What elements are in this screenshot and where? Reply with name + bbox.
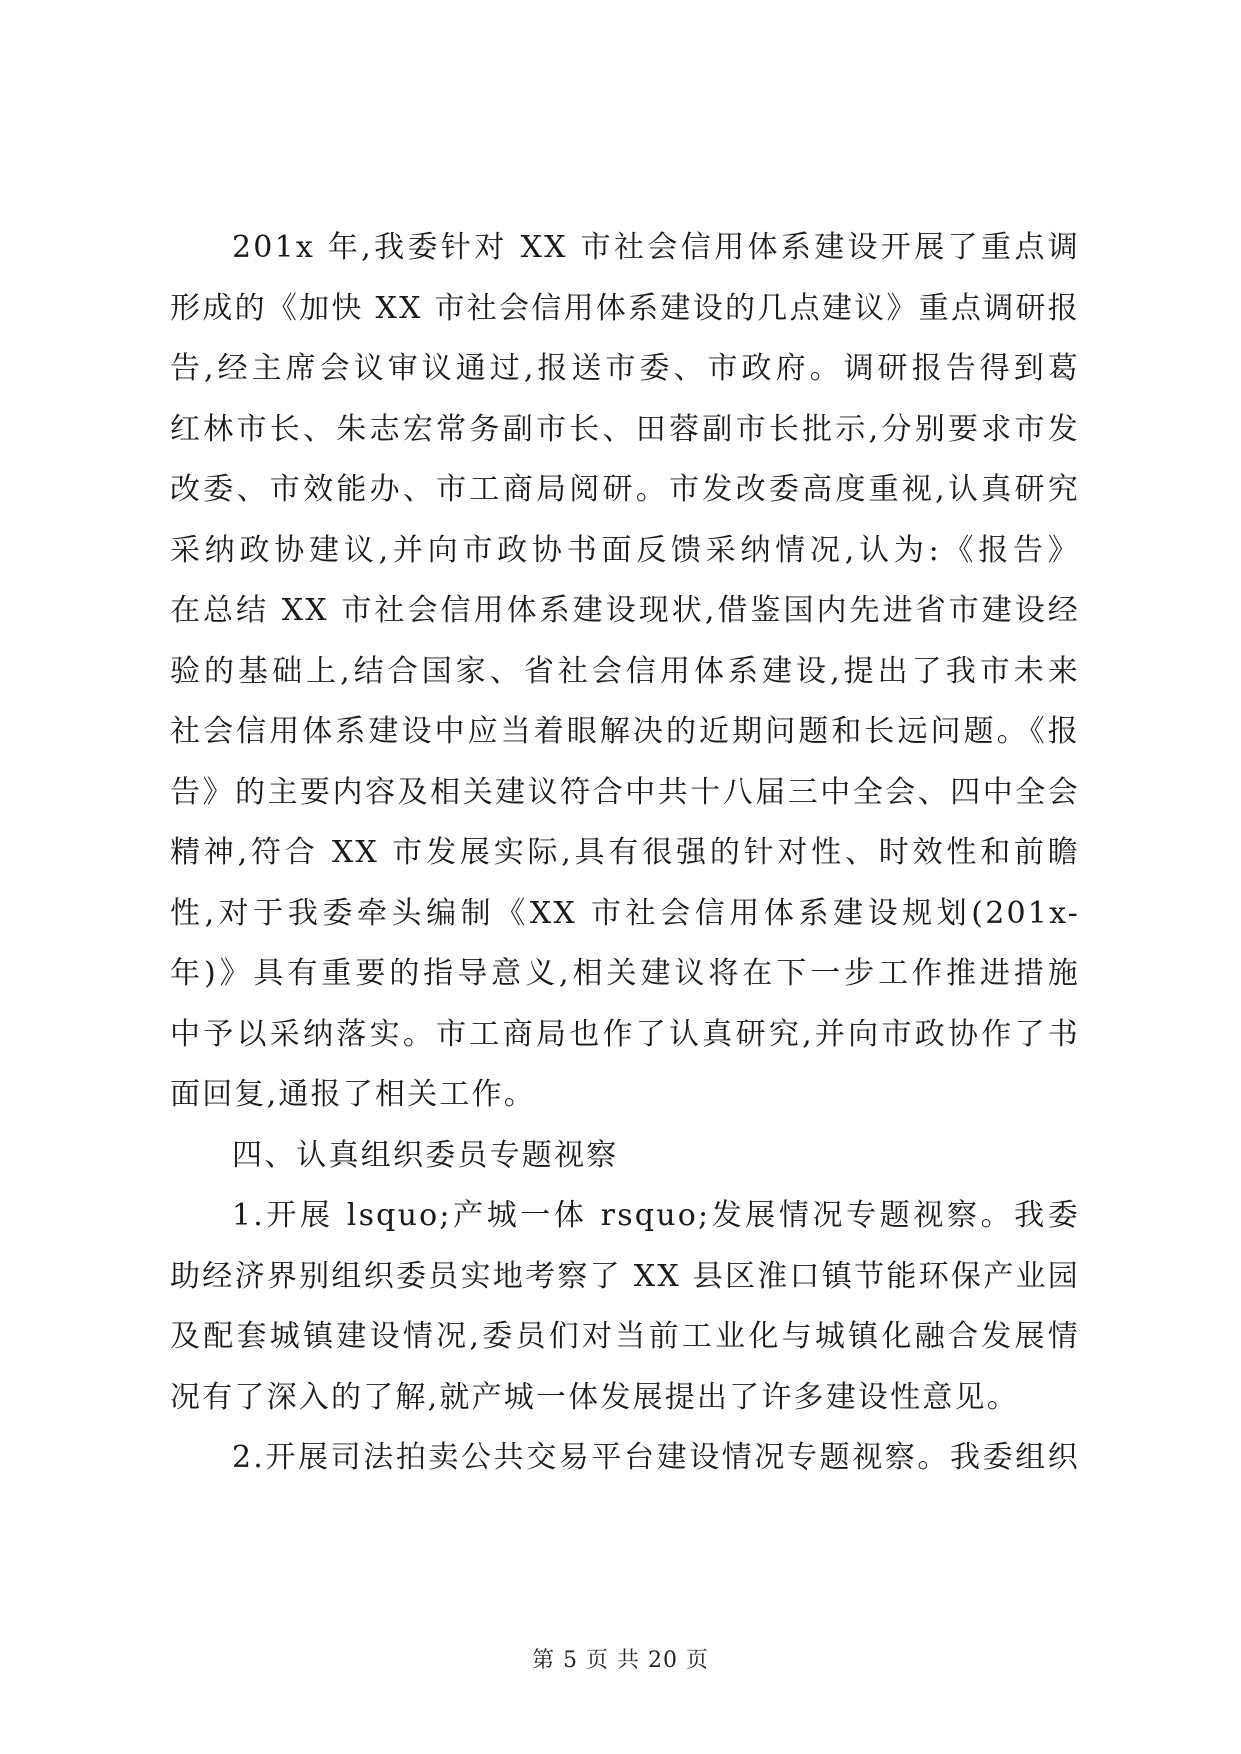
paragraph-line: 2.开展司法拍卖公共交易平台建设情况专题视察。我委组织 <box>232 1440 1080 1475</box>
paragraph-line: 中予以采纳落实。市工商局也作了认真研究,并向市政协作了书 <box>170 1016 1080 1052</box>
paragraph-line: 验的基础上,结合国家、省社会信用体系建设,提出了我市未来 <box>170 653 1080 689</box>
paragraph-line: 在总结 XX 市社会信用体系建设现状,借鉴国内先进省市建设经 <box>170 593 1080 628</box>
paragraph-line: 告,经主席会议审议通过,报送市委、市政府。调研报告得到葛 <box>170 351 1080 386</box>
paragraph-line: 采纳政协建议,并向市政协书面反馈采纳情况,认为:《报告》 <box>170 532 1080 568</box>
paragraph-line: 告》的主要内容及相关建议符合中共十八届三中全会、四中全会 <box>170 774 1080 810</box>
paragraph-line: 1.开展 lsquo;产城一体 rsquo;发展情况专题视察。我委 <box>232 1198 1080 1233</box>
paragraph-line: 况有了深入的了解,就产城一体发展提出了许多建设性意见。 <box>170 1379 1019 1415</box>
paragraph-line: 面回复,通报了相关工作。 <box>170 1077 536 1112</box>
paragraph-line: 及配套城镇建设情况,委员们对当前工业化与城镇化融合发展情 <box>170 1319 1080 1354</box>
paragraph-line: 精神,符合 XX 市发展实际,具有很强的针对性、时效性和前瞻 <box>170 835 1080 870</box>
paragraph-line: 红林市长、朱志宏常务副市长、田蓉副市长批示,分别要求市发 <box>170 411 1080 447</box>
page-number-footer: 第 5 页 共 20 页 <box>532 1648 709 1673</box>
paragraph-line: 年)》具有重要的指导意义,相关建议将在下一步工作推进措施 <box>170 956 1080 991</box>
paragraph-line: 改委、市效能办、市工商局阅研。市发改委高度重视,认真研究 <box>170 472 1080 507</box>
paragraph-line: 助经济界别组织委员实地考察了 XX 县区淮口镇节能环保产业园 <box>170 1258 1080 1294</box>
document-body <box>170 218 1080 1489</box>
paragraph-line: 性,对于我委牵头编制《XX 市社会信用体系建设规划(201x- <box>170 895 1080 931</box>
paragraph-line: 社会信用体系建设中应当着眼解决的近期问题和长远问题。《报 <box>170 714 1080 749</box>
section-heading: 四、认真组织委员专题视察 <box>232 1137 619 1173</box>
paragraph-line: 201x 年,我委针对 XX 市社会信用体系建设开展了重点调 <box>232 230 1080 265</box>
paragraph-line: 形成的《加快 XX 市社会信用体系建设的几点建议》重点调研报 <box>170 290 1080 326</box>
